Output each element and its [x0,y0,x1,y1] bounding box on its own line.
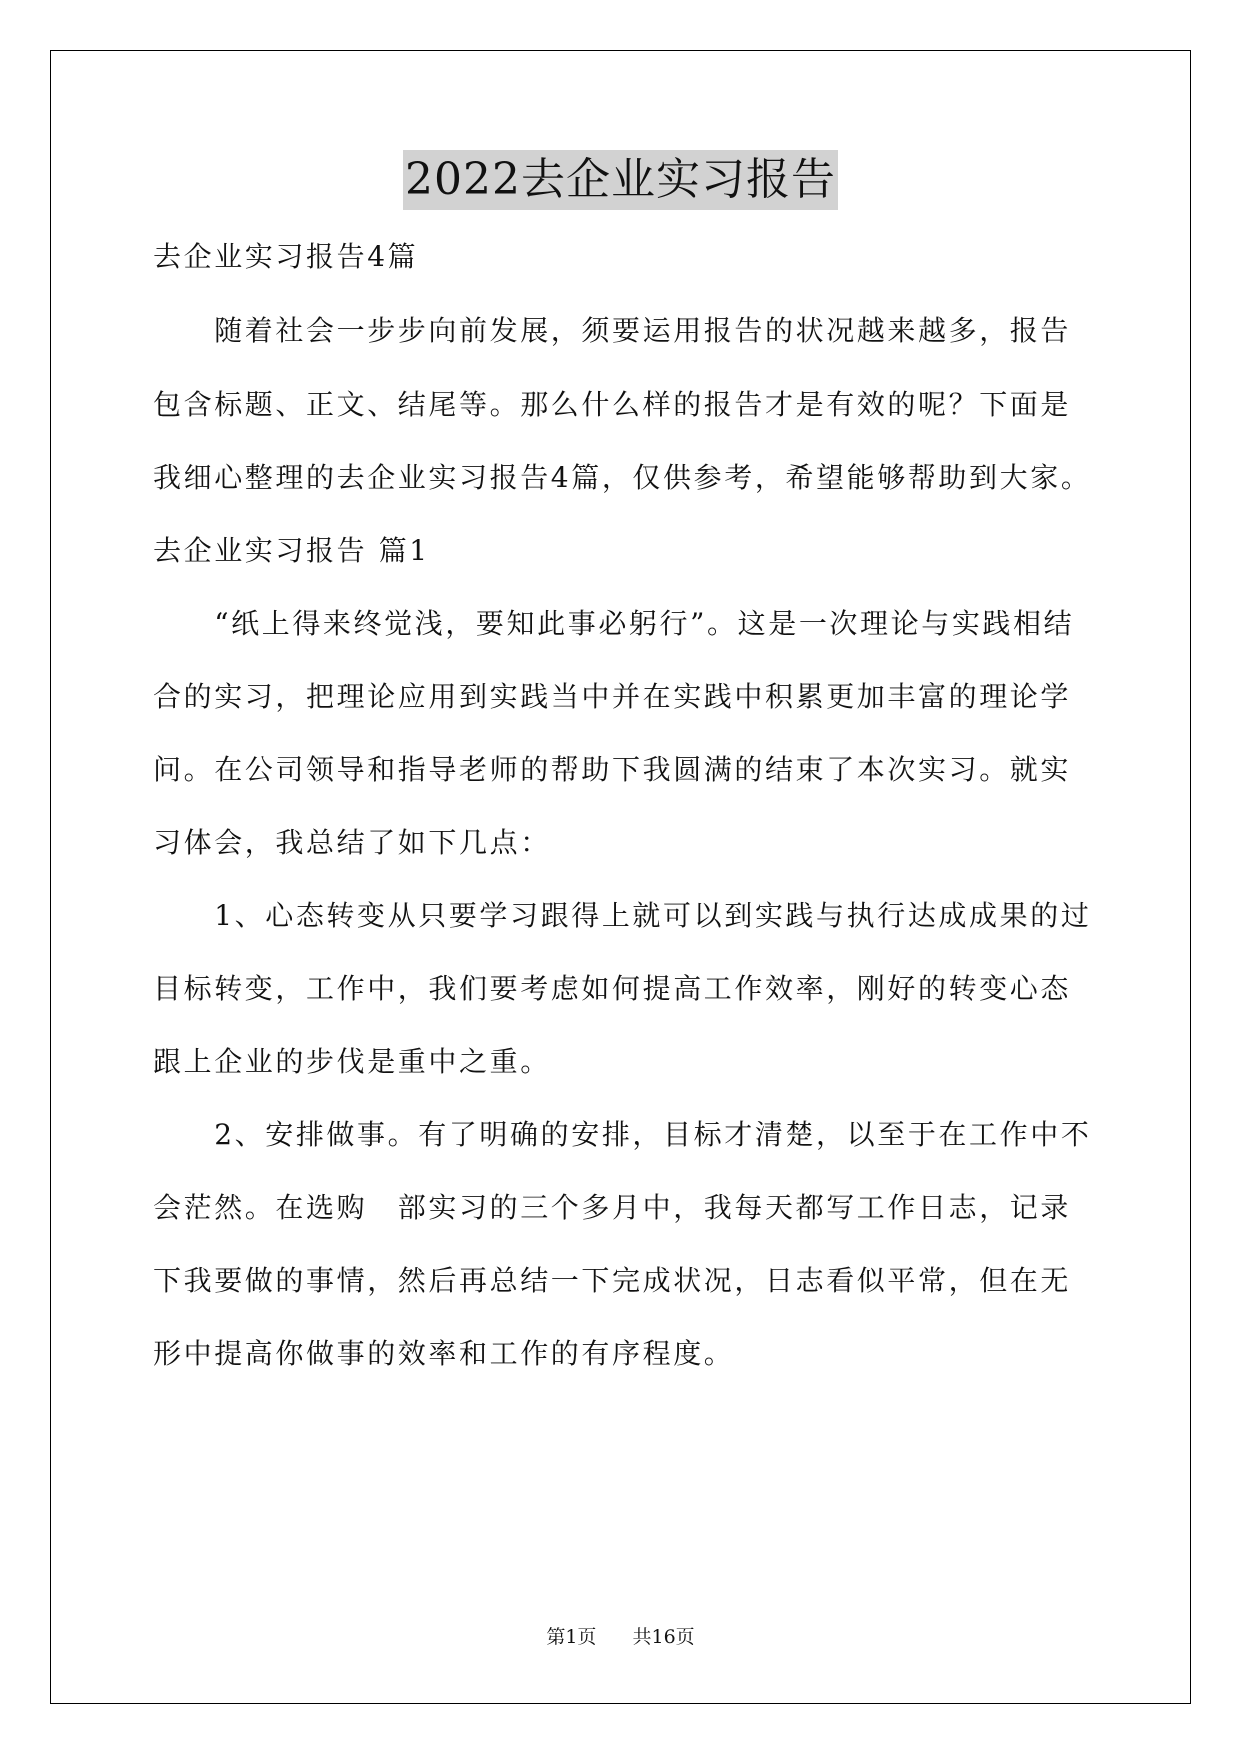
body-line: 目标转变，工作中，我们要考虑如何提高工作效率，刚好的转变心态 [153,972,1072,1005]
body-line: 合的实习，把理论应用到实践当中并在实践中积累更加丰富的理论学 [153,680,1072,713]
body-line: 2、安排做事。有了明确的安排，目标才清楚，以至于在工作中不 [153,1118,1092,1151]
body-line: 包含标题、正文、结尾等。那么什么样的报告才是有效的呢？下面是 [153,388,1072,421]
body-line: 会茫然。在选购 部实习的三个多月中，我每天都写工作日志，记录 [153,1191,1072,1224]
title-container [0,150,1241,210]
body-line: “纸上得来终觉浅，要知此事必躬行”。这是一次理论与实践相结 [153,607,1075,640]
page-total: 共16页 [632,1626,695,1648]
body-line: 问。在公司领导和指导老师的帮助下我圆满的结束了本次实习。就实 [153,753,1072,786]
page-border [50,50,1191,1704]
body-line: 我细心整理的去企业实习报告4篇，仅供参考，希望能够帮助到大家。 [153,461,1092,494]
document-title: 2022去企业实习报告 [403,150,838,210]
body-line: 形中提高你做事的效率和工作的有序程度。 [153,1337,735,1370]
body-line: 1、心态转变从只要学习跟得上就可以到实践与执行达成成果的过 [153,899,1092,932]
body-line: 下我要做的事情，然后再总结一下完成状况，日志看似平常，但在无 [153,1264,1072,1297]
page-footer [0,1625,1241,1649]
body-line: 习体会，我总结了如下几点： [153,826,551,859]
body-line: 跟上企业的步伐是重中之重。 [153,1045,551,1078]
body-line: 去企业实习报告4篇 [153,240,419,273]
body-line: 去企业实习报告 篇1 [153,534,430,567]
page-number: 第1页 [546,1626,597,1648]
body-line: 随着社会一步步向前发展，须要运用报告的状况越来越多，报告 [153,314,1072,347]
